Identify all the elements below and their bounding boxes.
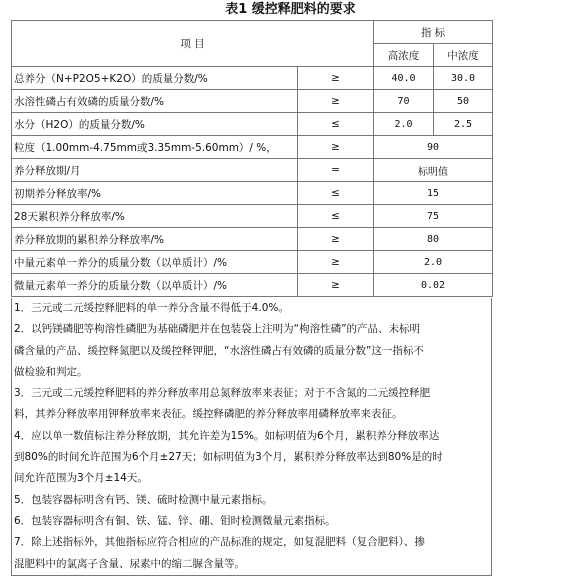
row-item-label: 初期养分释放率/% [12,182,298,205]
row-item-label: 水分（H2O）的质量分数/% [12,113,298,136]
row-value-mid: 50 [434,90,493,113]
row-item-label: 微量元素单一养分的质量分数（以单质计）/% [12,274,298,297]
note-line: 到80%的时间允许范围为6个月±27天；如标明值为3个月，累积养分释放率达到80%是的时 [14,451,443,464]
table-row [12,159,493,182]
note-line: 5．包装容器标明含有钙、镁、硫时检测中量元素指标。 [14,493,273,506]
note-line: 2．以钙镁磷肥等枸溶性磷肥为基础磷肥并在包装袋上注明为“枸溶性磷”的产品、未标明 [14,323,421,336]
row-operator: ≤ [298,182,374,205]
header-item: 项 目 [12,21,374,67]
row-operator: ≤ [298,205,374,228]
note-line: 间允许范围为3个月±14天。 [14,472,148,485]
note-line: 7．除上述指标外，其他指标应符合相应的产品标准的规定，如复混肥料（复合肥料）、掺 [14,536,425,549]
table-row [12,113,493,136]
table-row [12,182,493,205]
row-operator: ≥ [298,136,374,159]
row-item-label: 养分释放期/月 [12,159,298,182]
row-value: 2.0 [374,251,493,274]
notes-section [11,298,492,576]
row-item-label: 28天累积养分释放率/% [12,205,298,228]
row-item-label: 养分释放期的累积养分释放率/% [12,228,298,251]
row-value-high: 40.0 [374,67,434,90]
table-row [12,90,493,113]
note-line: 1．三元或二元缓控释肥料的单一养分含量不得低于4.0%。 [14,302,289,314]
note-line: 3．三元或二元缓控释肥料的养分释放率用总氮释放率来表征；对于不含氮的二元缓控释肥 [14,387,431,400]
header-high-concentration: 高浓度 [374,44,434,67]
row-value: 标明值 [374,159,493,182]
row-item-label: 粒度（1.00mm-4.75mm或3.35mm-5.60mm）/ %， [12,136,298,159]
note-line: 做检验和判定。 [14,365,88,378]
header-indicator: 指 标 [374,21,493,44]
row-value-mid: 2.5 [434,113,493,136]
table-row [12,67,493,90]
requirements-table [11,20,493,297]
row-value-high: 2.0 [374,113,434,136]
row-value-mid: 30.0 [434,67,493,90]
table-row [12,274,493,297]
row-operator: ≥ [298,90,374,113]
table-row [12,228,493,251]
row-item-label: 总养分（N+P2O5+K2O）的质量分数/% [12,67,298,90]
header-mid-concentration: 中浓度 [434,44,493,67]
row-operator: ≥ [298,274,374,297]
row-item-label: 水溶性磷占有效磷的质量分数/% [12,90,298,113]
note-line: 磷含量的产品、缓控释氮肥以及缓控释钾肥，“水溶性磷占有效磷的质量分数”这一指标不 [14,344,424,357]
note-line: 混肥料中的氯离子含量、尿素中的缩二脲含量等。 [14,557,245,570]
row-value-high: 70 [374,90,434,113]
row-value: 90 [374,136,493,159]
note-line: 6．包装容器标明含有铜、铁、锰、锌、硼、钼时检测微量元素指标。 [14,514,336,527]
row-operator: ≤ [298,113,374,136]
row-value: 15 [374,182,493,205]
row-operator: = [298,159,374,182]
row-item-label: 中量元素单一养分的质量分数（以单质计）/% [12,251,298,274]
table-title: 表1 缓控释肥料的要求 [225,2,356,17]
row-operator: ≥ [298,228,374,251]
row-operator: ≥ [298,67,374,90]
row-value: 75 [374,205,493,228]
row-value: 80 [374,228,493,251]
table-row [12,205,493,228]
note-line: 料，其养分释放率用钾释放率来表征。缓控释磷肥的养分释放率用磷释放率来表征。 [14,408,403,421]
table-row [12,136,493,159]
note-line: 4．应以单一数值标注养分释放期，其允许差为15%。如标明值为6个月，累积养分释放率达 [14,429,440,442]
row-operator: ≥ [298,251,374,274]
table-row [12,251,493,274]
table-header-row-1 [12,21,493,44]
row-value: 0.02 [374,274,493,297]
